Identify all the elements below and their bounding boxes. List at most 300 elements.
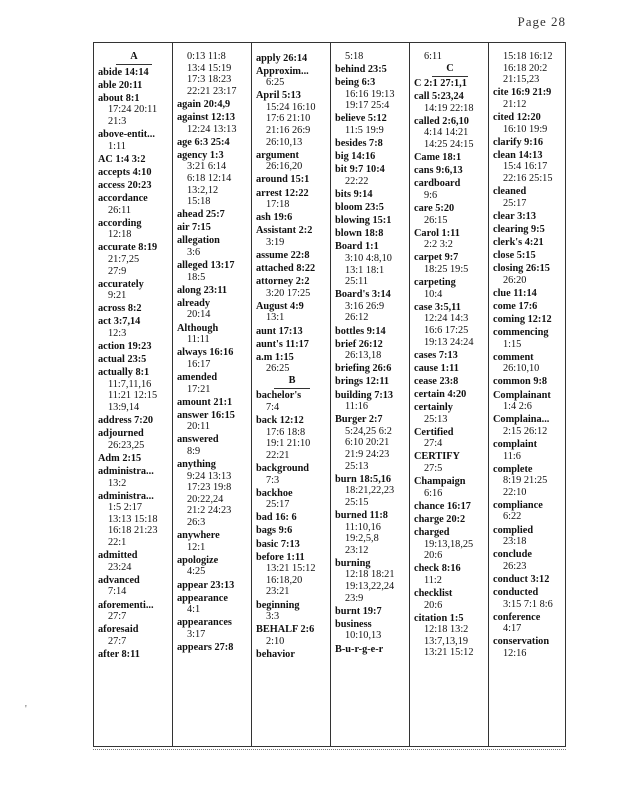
index-entry-refs: 8:9 [187, 446, 201, 457]
index-entry-term: clear 3:13 [493, 210, 536, 222]
index-entry-refs: 6:16 [424, 487, 443, 499]
index-entry-refs: 13:21 15:12 [424, 647, 474, 659]
index-entry-refs: 9:24 13:13 [187, 470, 232, 482]
index-entry-refs: 11:21 12:15 [108, 390, 158, 402]
index-entry-refs: 6:22 [503, 511, 522, 523]
index-entry-refs: 13:2,12 [187, 184, 219, 196]
index-entry-term: Assistant 2:2 [256, 225, 313, 237]
index-entry-term: before 1:11 [256, 551, 305, 563]
index-entry-refs: 8:19 21:25 [503, 475, 548, 487]
index-entry-term: amount 21:1 [177, 396, 233, 408]
index-entry-term: alleged 13:17 [177, 260, 235, 272]
index-entry-refs: 3:20 17:25 [266, 287, 311, 299]
index-entry-term: behind 23:5 [335, 64, 387, 76]
footer-rule [93, 749, 566, 750]
index-entry-term: attorney 2:2 [256, 276, 310, 288]
index-entry-refs: 19:13 24:24 [424, 336, 474, 348]
index-entry-term: according [98, 217, 142, 229]
index-entry-refs: 23:21 [266, 586, 290, 598]
index-entry-term: complaint [493, 438, 538, 450]
index-entry-term: bottles 9:14 [335, 325, 386, 337]
index-entry-term: Complainant [493, 389, 551, 401]
index-column-5 [410, 43, 489, 746]
index-entry-refs: 21:2 24:23 [187, 505, 232, 517]
index-entry-refs: 10:10,13 [345, 630, 382, 642]
index-entry-refs: 3:19 [266, 236, 285, 248]
index-entry-refs: 26:12 [345, 312, 369, 324]
index-entry-refs: 11:10,16 [345, 521, 381, 533]
index-entry-refs: 26:11 [108, 204, 132, 216]
index-entry-term: charge 20:2 [414, 513, 466, 525]
index-entry-term: always 16:16 [177, 347, 234, 359]
index-entry-refs: 15:4 16:17 [503, 161, 548, 173]
index-entry-refs: 13:21 15:12 [266, 563, 316, 575]
index-entry-refs: 12:16 [503, 648, 527, 659]
index-entry-term: accurate 8:19 [98, 242, 158, 254]
index-entry-term: able 20:11 [98, 79, 143, 91]
index-entry-term: conclude [493, 549, 532, 561]
index-entry-term: accepts 4:10 [98, 166, 152, 178]
index-entry-refs: 12:18 18:21 [345, 569, 395, 581]
index-entry-term: cause 1:11 [414, 362, 459, 374]
index-entry-refs: 22:1 [108, 537, 127, 549]
index-entry-term: Carol 1:11 [414, 227, 460, 239]
index-entry-refs: 26:15 [424, 214, 448, 226]
index-entry-refs: 3:16 26:9 [345, 300, 385, 312]
index-entry-refs: 23:18 [503, 536, 527, 548]
index-entry-term: carpet 9:7 [414, 252, 459, 264]
index-entry-term: Adm 2:15 [98, 452, 142, 464]
index-entry-refs: 26:3 [187, 517, 206, 529]
index-entry-term: anything [177, 459, 216, 471]
index-entry-refs: 6:11 [424, 51, 442, 62]
index-entry-refs: 21:12 [503, 98, 527, 110]
index-entry-term: carpeting [414, 277, 456, 289]
index-entry-term: apply 26:14 [256, 52, 308, 64]
index-entry-term: actual 23:5 [98, 354, 147, 366]
index-entry-refs: 16:16 19:13 [345, 88, 395, 100]
index-entry-refs: 23:12 [345, 544, 369, 556]
index-entry-term: certainly [414, 402, 453, 414]
index-entry-refs: 5:24,25 6:2 [345, 425, 392, 437]
index-entry-term: about 8:1 [98, 92, 140, 104]
index-entry-refs: 18:25 19:5 [424, 264, 469, 275]
index-entry-term: cases 7:13 [414, 349, 458, 361]
index-entry-term: C 2:1 27:1,1 [414, 78, 467, 90]
index-entry-refs: 26:23,25 [108, 439, 145, 451]
index-entry-refs: 27:9 [108, 265, 127, 277]
index-entry-refs: 2:15 26:12 [503, 425, 548, 437]
index-entry-term: appear 23:13 [177, 579, 235, 591]
index-entry-term: B-u-r-g-e-r [335, 643, 384, 655]
index-entry-term: appears 27:8 [177, 642, 234, 653]
index-entry-refs: 15:18 16:12 [503, 51, 553, 62]
section-heading-rule [432, 76, 468, 77]
index-column-2 [173, 43, 252, 746]
index-entry-refs: 12:3 [108, 327, 127, 339]
index-entry-refs: 19:2,5,8 [345, 533, 379, 545]
index-entry-term: Came 18:1 [414, 152, 462, 164]
index-entry-term: advanced [98, 574, 140, 586]
index-entry-term: Approxim... [256, 65, 309, 77]
index-entry-term: access 20:23 [98, 179, 152, 191]
index-entry-refs: 19:17 25:4 [345, 100, 390, 112]
index-entry-term: closing 26:15 [493, 263, 550, 275]
index-entry-refs: 13:1 [266, 312, 285, 324]
index-entry-refs: 1:11 [108, 140, 126, 152]
index-entry-refs: 3:3 [266, 611, 280, 623]
index-entry-refs: 20:22,24 [187, 493, 224, 505]
index-entry-term: called 2:6,10 [414, 115, 469, 127]
index-entry-refs: 27:4 [424, 438, 443, 450]
index-entry-refs: 11:11 [187, 334, 210, 346]
index-entry-refs: 25:13 [345, 460, 369, 472]
index-entry-refs: 20:14 [187, 309, 211, 321]
index-entry-refs: 11:7,11,16 [108, 378, 152, 390]
index-entry-refs: 23:24 [108, 561, 132, 573]
index-entry-term: cite 16:9 21:9 [493, 87, 552, 99]
index-entry-refs: 16:18,20 [266, 574, 303, 586]
index-entry-term: after 8:11 [98, 648, 140, 660]
index-entry-term: arrest 12:22 [256, 187, 309, 199]
index-entry-term: address 7:20 [98, 415, 154, 427]
index-entry-term: complete [493, 463, 533, 475]
index-entry-refs: 11:2 [424, 574, 442, 586]
index-entry-term: cardboard [414, 178, 461, 190]
index-entry-term: amended [177, 371, 218, 383]
index-entry-term: chance 16:17 [414, 500, 471, 512]
index-entry-refs: 26:23 [503, 560, 527, 572]
index-entry-term: April 5:13 [256, 90, 301, 102]
index-entry-refs: 13:1 18:1 [345, 264, 385, 276]
index-entry-refs: 6:25 [266, 77, 285, 89]
index-entry-refs: 17:6 18:8 [266, 426, 306, 438]
index-entry-term: cited 12:20 [493, 111, 541, 123]
index-entry-term: charged [414, 526, 450, 538]
index-entry-term: call 5:23,24 [414, 91, 464, 103]
index-entry-term: apologize [177, 554, 219, 566]
index-entry-refs: 26:13,18 [345, 350, 382, 362]
index-entry-term: bad 16: 6 [256, 512, 297, 524]
index-entry-term: assume 22:8 [256, 250, 310, 261]
index-entry-term: again 20:4,9 [177, 98, 231, 110]
index-entry-term: bit 9:7 10:4 [335, 164, 385, 176]
index-entry-term: cleaned [493, 186, 527, 198]
index-entry-term: clue 11:14 [493, 287, 537, 299]
section-letter-heading: B [288, 374, 296, 386]
index-entry-refs: 3:15 7:1 8:6 [503, 598, 553, 610]
index-entry-refs: 25:15 [345, 496, 369, 508]
index-entry-term: around 15:1 [256, 174, 310, 186]
index-entry-term: aforesaid [98, 624, 139, 636]
index-entry-term: appearances [177, 617, 232, 629]
index-entry-refs: 22:21 23:17 [187, 85, 237, 97]
index-entry-term: burning [335, 557, 371, 569]
index-entry-term: big 14:16 [335, 151, 376, 163]
index-entry-refs: 25:13 [424, 413, 448, 425]
index-column-4 [331, 43, 410, 746]
index-entry-term: admitted [98, 550, 138, 562]
index-entry-refs: 21:7,25 [108, 253, 140, 265]
index-entry-term: come 17:6 [493, 300, 538, 312]
index-entry-term: bachelor's [256, 390, 302, 402]
index-entry-term: commencing [493, 327, 549, 339]
index-entry-refs: 3:6 [187, 247, 201, 258]
section-letter-heading: A [130, 51, 138, 62]
index-entry-refs: 14:19 22:18 [424, 102, 474, 114]
index-entry-refs: 16:18 20:2 [503, 62, 548, 74]
index-entry-term: conduct 3:12 [493, 573, 550, 585]
index-entry-refs: 26:25 [266, 363, 290, 375]
index-entry-refs: 4:17 [503, 623, 522, 635]
index-entry-term: ahead 25:7 [177, 209, 225, 221]
index-entry-refs: 4:1 [187, 604, 201, 616]
index-entry-refs: 12:24 14:3 [424, 313, 469, 325]
index-entry-term: business [335, 618, 372, 630]
index-entry-term: case 3:5,11 [414, 301, 461, 313]
index-entry-term: AC 1:4 3:2 [98, 153, 146, 165]
index-entry-term: already [177, 297, 210, 309]
index-entry-term: CERTIFY [414, 451, 460, 463]
index-entry-refs: 17:24 20:11 [108, 104, 158, 116]
index-entry-term: Board's 3:14 [335, 289, 391, 301]
index-entry-refs: 13:7,13,19 [424, 635, 469, 647]
index-entry-refs: 25:17 [503, 197, 527, 209]
index-entry-refs: 9:21 [108, 290, 127, 302]
index-entry-term: clarify 9:16 [493, 136, 544, 148]
index-entry-term: background [256, 463, 310, 474]
index-entry-term: bits 9:14 [335, 189, 373, 201]
index-entry-refs: 12:1 [187, 541, 206, 553]
index-entry-refs: 15:18 [187, 196, 211, 208]
index-entry-term: answered [177, 434, 219, 446]
index-entry-term: back 12:12 [256, 415, 304, 427]
index-entry-refs: 16:10 19:9 [503, 123, 548, 135]
index-entry-term: compliance [493, 499, 543, 511]
index-entry-refs: 11:5 19:9 [345, 125, 384, 137]
index-entry-term: basic 7:13 [256, 538, 300, 550]
index-entry-refs: 3:21 6:14 [187, 161, 227, 173]
index-entry-term: allegation [177, 235, 220, 247]
index-entry-term: attached 8:22 [256, 263, 316, 275]
index-entry-refs: 25:17 [266, 499, 290, 511]
index-entry-refs: 7:4 [266, 402, 280, 414]
index-column-1 [94, 43, 173, 746]
index-entry-refs: 18:21,22,23 [345, 485, 395, 497]
index-entry-refs: 23:9 [345, 592, 364, 604]
index-entry-term: aunt 17:13 [256, 325, 303, 337]
index-entry-refs: 19:13,22,24 [345, 581, 395, 593]
index-entry-term: bags 9:6 [256, 525, 293, 537]
index-entry-term: beginning [256, 599, 300, 611]
index-entry-refs: 21:9 24:23 [345, 449, 390, 460]
index-entry-term: close 5:15 [493, 250, 536, 261]
index-entry-refs: 27:7 [108, 611, 127, 623]
index-entry-refs: 20:11 [187, 421, 211, 433]
index-entry-term: air 7:15 [177, 222, 211, 234]
index-entry-refs: 11:6 [503, 450, 521, 462]
index-entry-refs: 2:2 3:2 [424, 239, 453, 251]
index-entry-term: care 5:20 [414, 203, 455, 215]
index-entry-refs: 13:13 15:18 [108, 513, 158, 525]
index-entry-refs: 9:6 [424, 189, 438, 201]
index-entry-refs: 1:15 [503, 338, 522, 350]
index-entry-term: coming 12:12 [493, 313, 552, 325]
index-entry-refs: 19:1 21:10 [266, 438, 311, 450]
index-entry-refs: 18:5 [187, 271, 206, 283]
index-entry-refs: 22:22 [345, 175, 369, 187]
index-entry-refs: 16:17 [187, 358, 211, 370]
index-entry-refs: 26:20 [503, 274, 527, 286]
index-entry-refs: 3:10 4:8,10 [345, 253, 392, 264]
index-entry-term: BEHALF 2:6 [256, 624, 315, 636]
index-entry-term: conducted [493, 587, 539, 599]
index-entry-refs: 22:10 [503, 486, 527, 498]
index-entry-term: accordance [98, 192, 148, 204]
index-entry-term: abide 14:14 [98, 66, 149, 78]
index-entry-term: building 7:13 [335, 389, 394, 401]
section-letter-heading: C [446, 62, 454, 74]
index-entry-refs: 14:25 24:15 [424, 139, 474, 151]
index-entry-term: administra... [98, 466, 154, 477]
index-entry-term: common 9:8 [493, 376, 548, 388]
index-entry-term: aforementi... [98, 599, 154, 611]
index-entry-term: complied [493, 524, 534, 536]
index-entry-term: clearing 9:5 [493, 223, 545, 235]
index-entry-term: briefing 26:6 [335, 363, 392, 375]
index-entry-term: behavior [256, 648, 295, 660]
index-entry-term: adjourned [98, 428, 144, 440]
index-entry-term: burn 18:5,16 [335, 473, 392, 485]
index-entry-refs: 21:16 26:9 [266, 125, 311, 137]
index-entry-refs: 13:2 [108, 477, 127, 489]
index-entry-term: Champaign [414, 476, 466, 488]
index-entry-refs: 22:16 25:15 [503, 172, 553, 184]
index-entry-term: anywhere [177, 530, 220, 542]
index-entry-term: conservation [493, 636, 550, 648]
index-entry-refs: 1:4 2:6 [503, 401, 532, 413]
index-entry-term: appearance [177, 592, 228, 604]
index-entry-refs: 20:6 [424, 599, 443, 611]
index-entry-term: clean 14:13 [493, 149, 543, 161]
index-column-6 [489, 43, 567, 746]
section-heading-rule [116, 64, 152, 65]
index-entry-refs: 0:13 11:8 [187, 51, 226, 62]
index-entry-refs: 12:18 [108, 229, 132, 241]
index-entry-term: August 4:9 [256, 300, 304, 312]
index-entry-refs: 11:16 [345, 401, 369, 413]
index-entry-term: argument [256, 149, 299, 161]
index-entry-term: a.m 1:15 [256, 351, 294, 363]
index-entry-term: believe 5:12 [335, 113, 387, 125]
index-entry-refs: 25:11 [345, 276, 369, 288]
index-entry-term: bloom 23:5 [335, 202, 384, 214]
section-heading-rule [274, 388, 310, 389]
index-entry-refs: 26:10,13 [266, 136, 303, 148]
index-entry-refs: 21:3 [108, 115, 127, 127]
index-entry-term: across 8:2 [98, 303, 142, 315]
index-entry-term: agency 1:3 [177, 149, 224, 161]
index-entry-refs: 4:25 [187, 566, 206, 578]
margin-mark: ' [25, 704, 27, 715]
index-entry-refs: 6:18 12:14 [187, 172, 232, 184]
index-entry-term: cans 9:6,13 [414, 165, 463, 177]
index-entry-term: Burger 2:7 [335, 414, 383, 426]
index-entry-refs: 4:14 14:21 [424, 127, 469, 139]
index-entry-refs: 1:5 2:17 [108, 502, 143, 514]
index-entry-refs: 21:15,23 [503, 74, 540, 86]
index-entry-refs: 19:13,18,25 [424, 538, 474, 550]
index-entry-term: certain 4:20 [414, 388, 467, 400]
index-entry-refs: 12:18 13:2 [424, 624, 469, 636]
index-entry-term: backhoe [256, 487, 293, 499]
index-entry-refs: 15:24 16:10 [266, 101, 316, 113]
index-entry-refs: 7:14 [108, 586, 127, 598]
index-entry-refs: 17:6 21:10 [266, 113, 311, 125]
index-entry-term: checklist [414, 587, 453, 599]
index-entry-term: check 8:16 [414, 563, 461, 575]
index-entry-term: brief 26:12 [335, 338, 383, 350]
index-entry-term: citation 1:5 [414, 612, 464, 624]
index-entry-refs: 17:23 19:8 [187, 482, 232, 494]
index-entry-term: comment [493, 351, 534, 363]
index-entry-term: accurately [98, 278, 144, 290]
index-entry-term: ash 19:6 [256, 212, 293, 224]
index-entry-term: blown 18:8 [335, 228, 384, 240]
index-entry-term: action 19:23 [98, 341, 152, 353]
index-entry-term: act 3:7,14 [98, 316, 141, 328]
index-entry-term: age 6:3 25:4 [177, 136, 230, 148]
index-entry-refs: 7:3 [266, 474, 280, 486]
index-entry-refs: 17:3 18:23 [187, 74, 232, 86]
index-entry-refs: 2:10 [266, 635, 285, 647]
index-entry-term: Certified [414, 426, 454, 438]
index-entry-refs: 13:4 15:19 [187, 62, 232, 74]
index-entry-refs: 20:6 [424, 550, 443, 562]
index-entry-refs: 26:16,20 [266, 161, 303, 173]
index-entry-refs: 22:21 [266, 449, 290, 461]
index-entry-term: against 12:13 [177, 111, 236, 123]
index-entry-refs: 6:10 20:21 [345, 437, 390, 449]
index-entry-refs: 13:9,14 [108, 402, 140, 414]
index-entry-term: Complaina... [493, 414, 550, 426]
index-entry-refs: 16:6 17:25 [424, 324, 469, 336]
index-entry-refs: 27:5 [424, 463, 443, 474]
index-entry-term: administra... [98, 490, 154, 502]
index-entry-refs: 17:18 [266, 199, 290, 211]
index-entry-refs: 3:17 [187, 628, 206, 640]
index-entry-refs: 5:18 [345, 51, 364, 62]
index-entry-refs: 16:18 21:23 [108, 525, 158, 537]
index-entry-term: actually 8:1 [98, 367, 150, 379]
index-column-3 [252, 43, 331, 746]
index-entry-term: aunt's 11:17 [256, 338, 309, 350]
index-entry-term: brings 12:11 [335, 376, 390, 388]
index-entry-term: blowing 15:1 [335, 215, 392, 227]
index-entry-refs: 27:7 [108, 635, 127, 647]
index-entry-term: Although [177, 322, 219, 334]
page-number: Page 28 [517, 14, 566, 29]
index-entry-term: being 6:3 [335, 77, 376, 89]
index-entry-refs: 10:4 [424, 288, 443, 300]
index-entry-refs: 12:24 13:13 [187, 123, 237, 135]
index-entry-term: clerk's 4:21 [493, 236, 544, 248]
index-entry-term: Board 1:1 [335, 241, 379, 253]
index-entry-term: burned 11:8 [335, 509, 388, 521]
index-entry-term: along 23:11 [177, 284, 228, 296]
index-entry-term: conference [493, 611, 541, 623]
index-entry-term: answer 16:15 [177, 409, 235, 421]
